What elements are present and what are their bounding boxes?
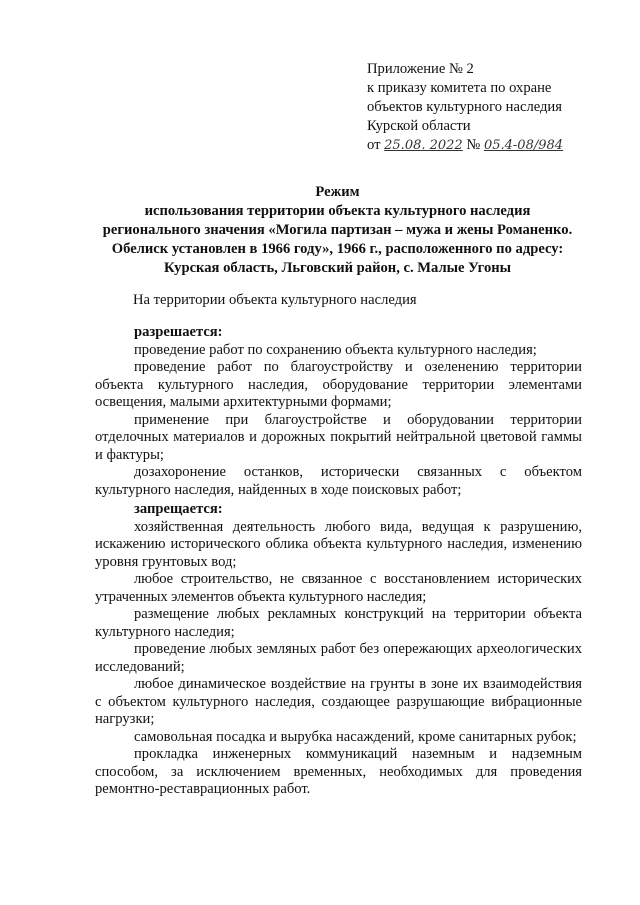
forbidden-heading: запрещается:	[134, 501, 223, 517]
appendix-committee-line: объектов культурного наследия	[367, 99, 562, 115]
document-body	[95, 322, 582, 799]
title-line-5: Курская область, Льговский район, с. Малые Угоны	[163, 260, 512, 276]
forbidden-item: проведение любых земляных работ без опережающих археологических исследований;	[95, 641, 582, 675]
document-title	[90, 183, 585, 278]
forbidden-item: любое динамическое воздействие на грунты в зоне их взаимодействия с объектом культурного наследия, создающее разрушающие вибрационные нагрузки;	[95, 676, 582, 727]
title-line-1: Режим	[315, 184, 360, 200]
allowed-heading: разрешается:	[134, 324, 223, 340]
forbidden-item: любое строительство, не связанное с восстановлением исторических утраченных элементов объекта культурного наследия;	[95, 571, 582, 605]
forbidden-item: размещение любых рекламных конструкций на территории объекта культурного наследия;	[95, 606, 582, 640]
title-line-4: Обелиск установлен в 1966 году», 1966 г., расположенного по адресу:	[111, 241, 564, 257]
date-prefix: от	[367, 137, 381, 153]
forbidden-item: самовольная посадка и вырубка насаждений, кроме санитарных рубок;	[134, 728, 577, 745]
appendix-region-line: Курской области	[367, 118, 471, 134]
appendix-block	[367, 60, 617, 155]
allowed-item: применение при благоустройстве и оборудовании территории отделочных материалов и дорожных покрытий нейтральной цветовой гаммы и фактуры;	[95, 411, 582, 463]
title-line-2: использования территории объекта культурного наследия	[144, 203, 531, 219]
appendix-title: Приложение № 2	[367, 61, 474, 77]
allowed-item: дозахоронение останков, исторически связанных с объектом культурного наследия, найденных в ходе поисковых работ;	[95, 464, 582, 498]
forbidden-item: хозяйственная деятельность любого вида, ведущая к разрушению, искажению исторического облика объекта культурного наследия, изменению уровня грунтовых вод;	[95, 518, 582, 570]
forbidden-item: прокладка инженерных коммуникаций наземным и надземным способом, за исключением временных, необходимых для проведения ремонтно-реставрационных работ.	[95, 746, 582, 797]
appendix-date-line	[367, 136, 617, 155]
title-line-3: регионального значения «Могила партизан – мужа и жены Романенко.	[102, 222, 573, 238]
allowed-item: проведение работ по благоустройству и озеленению территории объекта культурного наследия, оборудование территории элементами освещения, малыми архитектурными формами;	[95, 359, 582, 410]
handwritten-date: 25.08. 2022	[384, 138, 463, 153]
intro-text: На территории объекта культурного наследия	[133, 292, 417, 308]
handwritten-number: 05.4-08/984	[483, 138, 564, 153]
allowed-item: проведение работ по сохранению объекта культурного наследия;	[134, 341, 537, 358]
number-prefix: №	[466, 137, 481, 153]
appendix-order-line: к приказу комитета по охране	[367, 80, 552, 96]
